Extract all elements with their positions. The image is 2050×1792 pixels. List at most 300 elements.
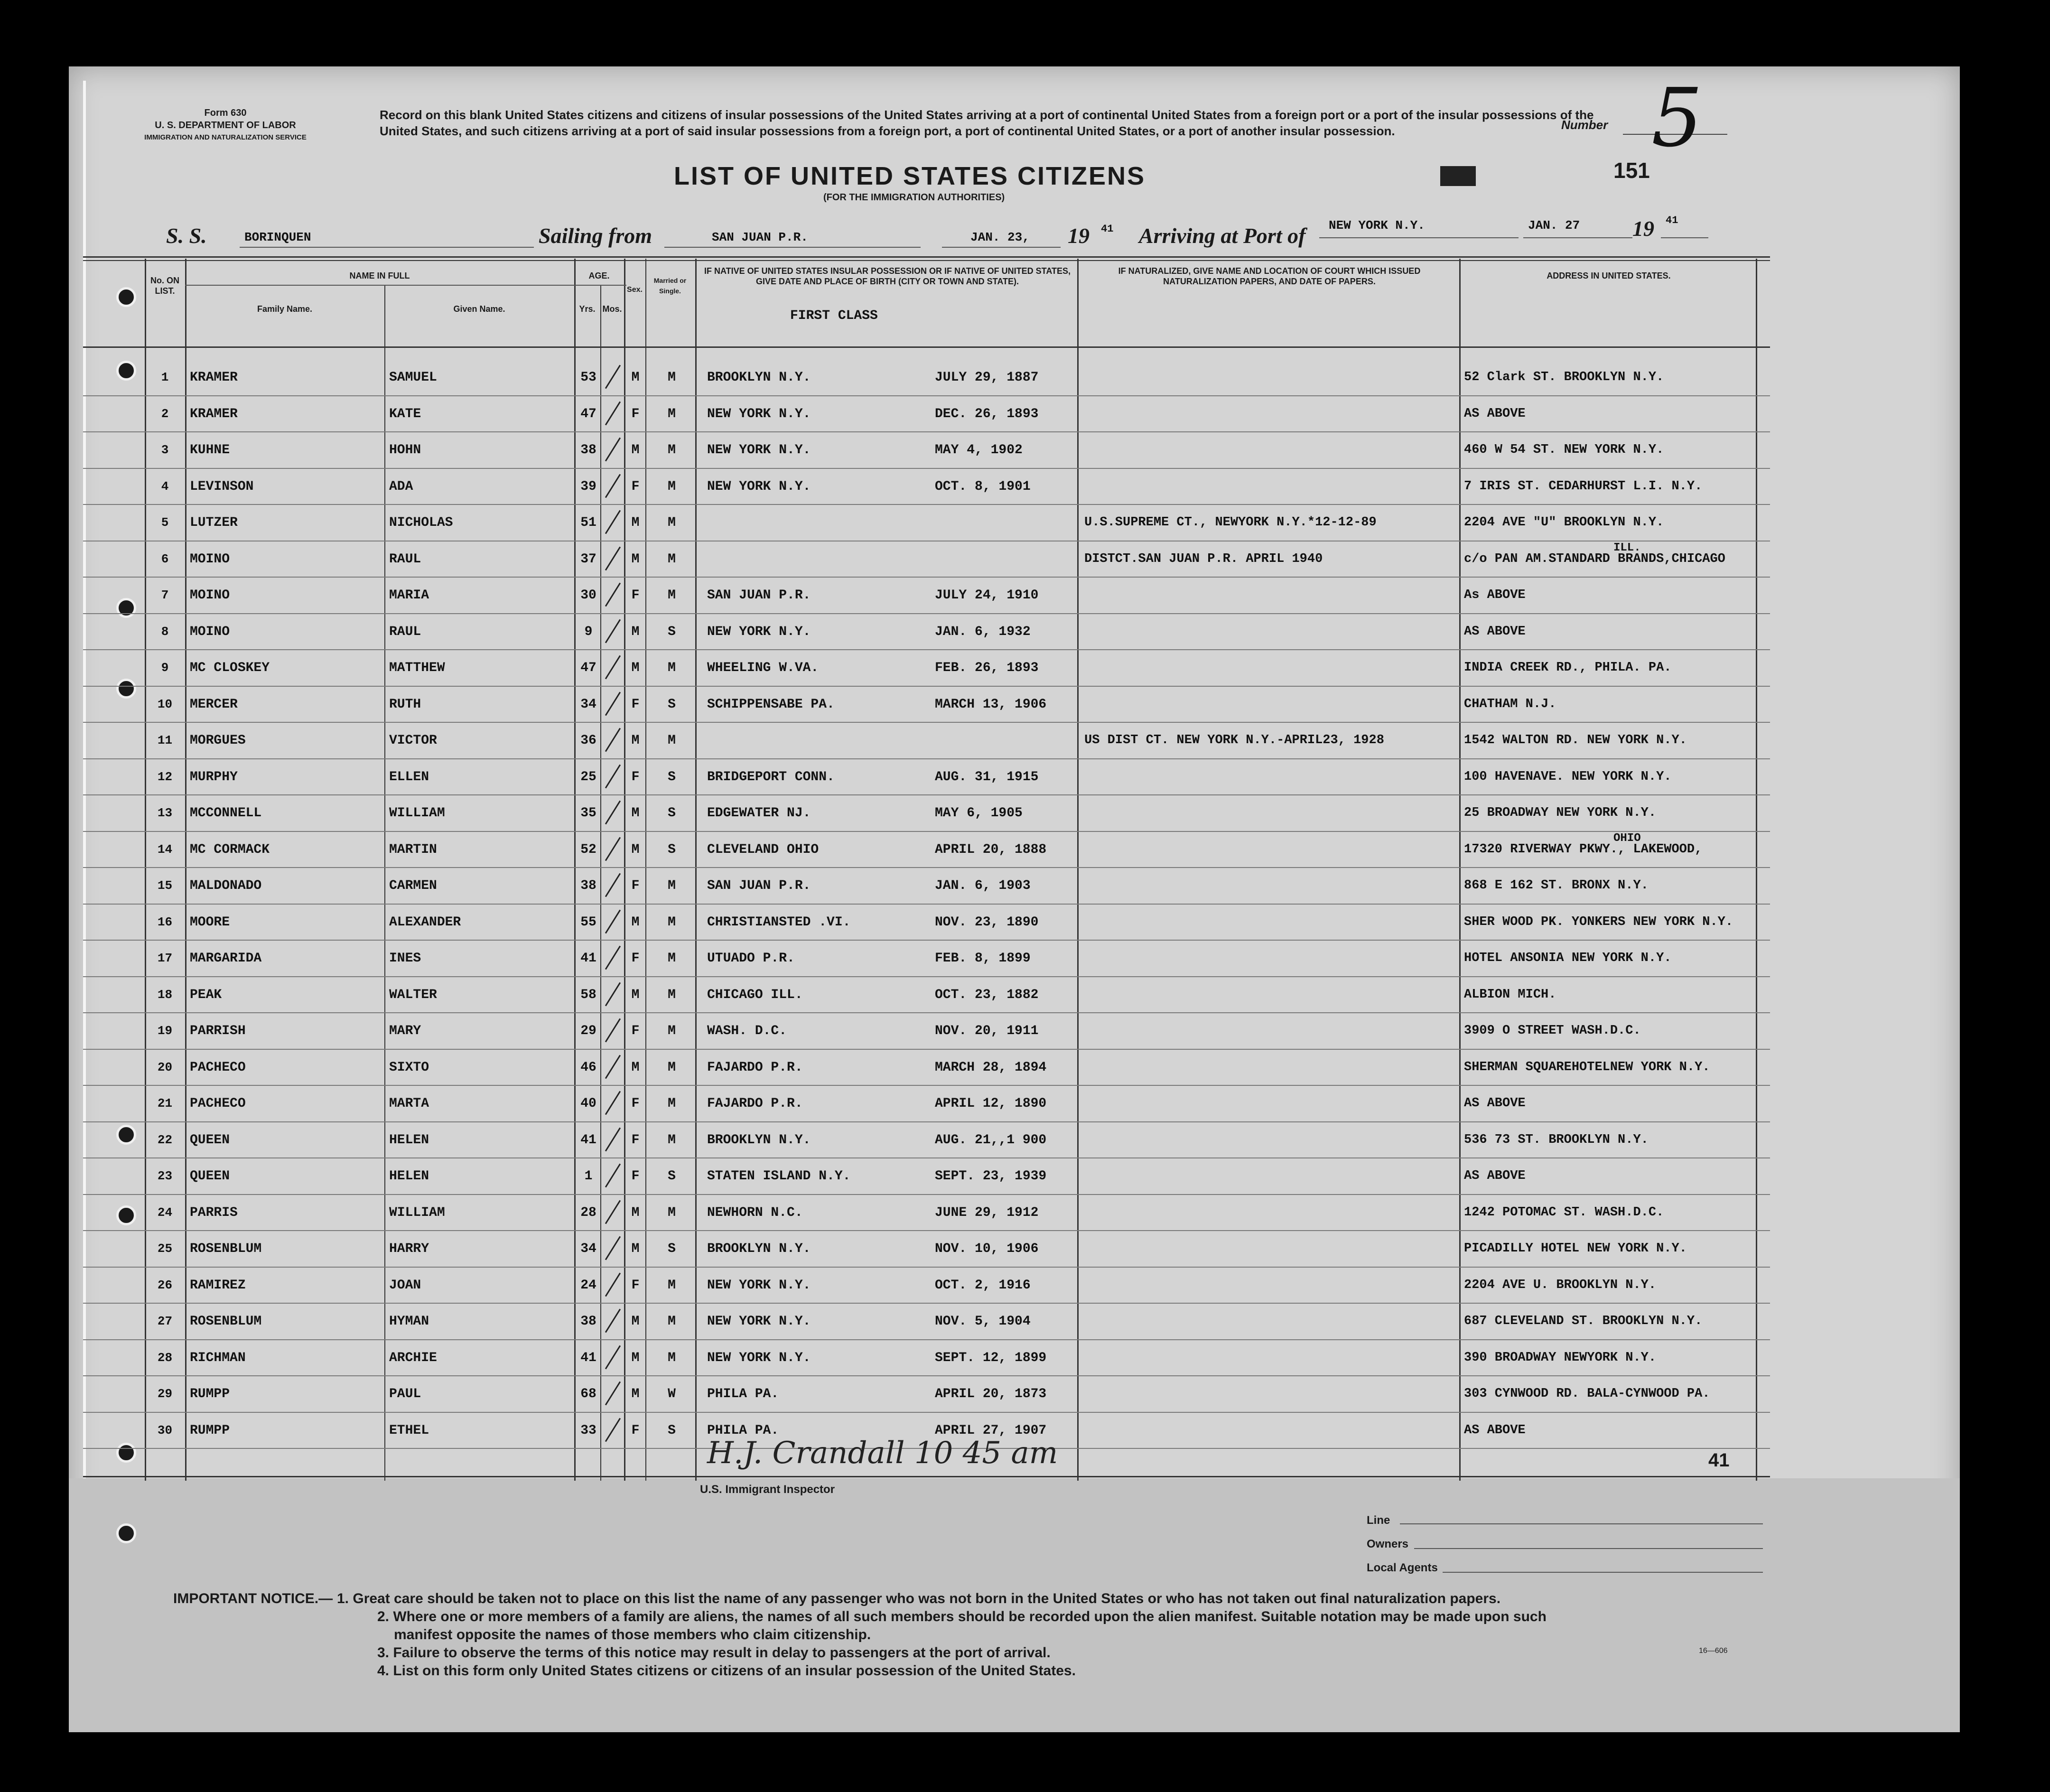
naturalization: U.S.SUPREME CT., NEWYORK N.Y.*12-12-89 (1084, 515, 1377, 530)
address: SHERMAN SQUAREHOTELNEW YORK N.Y. (1464, 1060, 1710, 1074)
col-divider (384, 285, 385, 1481)
sex: M (631, 1314, 640, 1329)
col-no-header: No. ON LIST. (150, 276, 179, 296)
address: 868 E 162 ST. BRONX N.Y. (1464, 878, 1649, 893)
sex: F (631, 769, 640, 784)
given-name: SAMUEL (389, 370, 437, 385)
birth-date: APRIL 20, 1888 (935, 842, 1047, 857)
page-number: 151 (1613, 158, 1650, 183)
family-name: MC CLOSKEY (190, 661, 270, 675)
marital-status: S (668, 842, 676, 857)
sex: M (631, 987, 640, 1002)
age-years: 28 (580, 1205, 596, 1220)
family-name: MOINO (190, 551, 230, 567)
ss-label: S. S. (166, 224, 207, 248)
address: 2204 AVE U. BROOKLYN N.Y. (1464, 1278, 1657, 1292)
sex: F (631, 878, 640, 893)
family-name: PARRIS (190, 1205, 238, 1220)
row-number: 6 (161, 551, 169, 566)
line-underline (1400, 1523, 1763, 1524)
col-divider (600, 285, 601, 1481)
col-divider (645, 259, 646, 1481)
marital-status: S (668, 1169, 676, 1184)
age-years: 36 (580, 733, 596, 748)
col-divider (1756, 259, 1757, 1481)
birth-place: CLEVELAND OHIO (707, 842, 819, 857)
inspector-label: U.S. Immigrant Inspector (700, 1483, 835, 1496)
marital-status: M (668, 915, 676, 930)
sailing-from-label: Sailing from (539, 224, 652, 248)
address-line-2: ILL. (1613, 541, 1641, 554)
family-name: PACHECO (190, 1096, 246, 1111)
age-years: 34 (580, 1241, 596, 1256)
age-years: 68 (580, 1387, 596, 1401)
punch-hole (116, 1443, 136, 1463)
form-number: Form 630 (204, 108, 247, 118)
address: AS ABOVE (1464, 1423, 1526, 1437)
punch-hole (116, 1205, 136, 1225)
row-number: 30 (157, 1423, 173, 1437)
sex: M (631, 661, 640, 675)
address: 25 BROADWAY NEW YORK N.Y. (1464, 806, 1657, 820)
birth-place: NEW YORK N.Y. (707, 1278, 811, 1293)
age-years: 37 (580, 551, 596, 567)
row-number: 14 (157, 842, 173, 857)
row-rule (83, 1012, 1770, 1013)
family-name: MOINO (190, 624, 230, 639)
row-number: 26 (157, 1278, 173, 1292)
punch-hole (116, 1523, 136, 1543)
year-prefix-2: 19 (1632, 216, 1654, 241)
age-years: 52 (580, 842, 596, 857)
address: 1542 WALTON RD. NEW YORK N.Y. (1464, 733, 1687, 747)
sailing-underline (664, 247, 921, 248)
age-years: 55 (580, 915, 596, 930)
birth-date: APRIL 12, 1890 (935, 1096, 1047, 1111)
line-label: Line (1367, 1514, 1390, 1527)
punch-hole (116, 679, 136, 699)
row-rule (83, 1157, 1770, 1158)
family-name: MALDONADO (190, 878, 262, 893)
birth-date: MARCH 13, 1906 (935, 697, 1047, 712)
marital-status: M (668, 878, 676, 893)
birth-place: PHILA PA. (707, 1423, 779, 1438)
sex: M (631, 515, 640, 530)
address: INDIA CREEK RD., PHILA. PA. (1464, 661, 1672, 675)
birth-date: DEC. 26, 1893 (935, 406, 1039, 421)
col-yrs-header: Yrs. (579, 304, 596, 314)
family-name: KRAMER (190, 406, 238, 421)
birth-place: CHRISTIANSTED .VI. (707, 915, 851, 930)
birth-date: AUG. 31, 1915 (935, 769, 1039, 784)
family-name: PEAK (190, 987, 222, 1002)
address-line-2: OHIO (1613, 831, 1641, 845)
given-name: RAUL (389, 624, 421, 639)
row-number: 1 (161, 370, 169, 384)
birth-date: NOV. 10, 1906 (935, 1241, 1039, 1256)
birth-place: NEW YORK N.Y. (707, 443, 811, 457)
table-bottom-border (83, 1476, 1770, 1477)
birth-date: NOV. 23, 1890 (935, 915, 1039, 930)
row-rule (83, 395, 1770, 396)
date-underline (942, 247, 1061, 248)
row-number: 18 (157, 987, 173, 1002)
col-family-header: Family Name. (257, 304, 313, 314)
family-name: RUMPP (190, 1423, 230, 1438)
marital-status: S (668, 1423, 676, 1438)
sailing-port: SAN JUAN P.R. (712, 230, 808, 244)
address: CHATHAM N.J. (1464, 697, 1556, 711)
col-naturalized-header: IF NATURALIZED, GIVE NAME AND LOCATION OF COURT WHICH ISSUED NATURALIZATION PAPERS, AND DATE OF PAPERS. (1118, 266, 1421, 286)
row-number: 27 (157, 1314, 173, 1328)
sex: M (631, 1387, 640, 1401)
address: AS ABOVE (1464, 1169, 1526, 1183)
birth-place: SAN JUAN P.R. (707, 588, 811, 603)
birth-place: NEW YORK N.Y. (707, 1350, 811, 1365)
family-name: MURPHY (190, 769, 238, 784)
address: 2204 AVE "U" BROOKLYN N.Y. (1464, 515, 1664, 530)
address: 303 CYNWOOD RD. BALA-CYNWOOD PA. (1464, 1387, 1710, 1401)
given-name: WILLIAM (389, 1205, 445, 1220)
marital-status: M (668, 1205, 676, 1220)
service: IMMIGRATION AND NATURALIZATION SERVICE (144, 133, 307, 141)
punch-hole (116, 361, 136, 381)
notice-3: 3. Failure to observe the terms of this notice may result in delay to passengers at the port of arrival. (377, 1645, 1051, 1661)
sex: F (631, 588, 640, 603)
row-rule (83, 1085, 1770, 1086)
depart-year: 41 (1101, 223, 1114, 235)
age-years: 51 (580, 515, 596, 530)
row-number: 5 (161, 515, 169, 530)
sex: F (631, 951, 640, 966)
given-name: MARY (389, 1024, 421, 1038)
ship-name: BORINQUEN (244, 230, 311, 244)
birth-date: OCT. 2, 1916 (935, 1278, 1031, 1293)
row-rule (83, 1303, 1770, 1304)
address: PICADILLY HOTEL NEW YORK N.Y. (1464, 1241, 1687, 1256)
arrival-underline (1319, 237, 1519, 238)
marital-status: M (668, 515, 676, 530)
table-top-border (83, 256, 1770, 258)
col-given-header: Given Name. (453, 304, 505, 314)
marital-status: M (668, 370, 676, 385)
family-name: QUEEN (190, 1132, 230, 1148)
marital-status: M (668, 1132, 676, 1148)
marital-status: M (668, 661, 676, 675)
sex: F (631, 1132, 640, 1148)
agents-label: Local Agents (1367, 1561, 1438, 1574)
given-name: ELLEN (389, 769, 429, 784)
age-years: 47 (580, 406, 596, 421)
notice-2b: manifest opposite the names of those members who claim citizenship. (394, 1627, 871, 1643)
birth-date: APRIL 20, 1873 (935, 1387, 1047, 1401)
address: 536 73 ST. BROOKLYN N.Y. (1464, 1132, 1649, 1147)
sex: M (631, 551, 640, 567)
row-number: 29 (157, 1387, 173, 1401)
age-years: 58 (580, 987, 596, 1002)
owners-label: Owners (1367, 1538, 1409, 1550)
agents-underline (1443, 1572, 1763, 1573)
sex: M (631, 1241, 640, 1256)
department: U. S. DEPARTMENT OF LABOR (155, 120, 296, 131)
row-rule (83, 1375, 1770, 1376)
birth-place: NEW YORK N.Y. (707, 406, 811, 421)
row-number: 19 (157, 1024, 173, 1038)
row-rule (83, 831, 1770, 832)
given-name: WALTER (389, 987, 437, 1002)
birth-place: BROOKLYN N.Y. (707, 1132, 811, 1148)
address: 390 BROADWAY NEWYORK N.Y. (1464, 1350, 1657, 1365)
marital-status: M (668, 588, 676, 603)
owners-underline (1414, 1548, 1763, 1549)
age-years: 41 (580, 1132, 596, 1148)
given-name: MATTHEW (389, 661, 445, 675)
arrival-date: JAN. 27 (1528, 218, 1580, 233)
year-prefix-1: 19 (1068, 224, 1090, 248)
row-number: 3 (161, 443, 169, 457)
birth-date: OCT. 8, 1901 (935, 479, 1031, 494)
given-name: ALEXANDER (389, 915, 461, 930)
birth-date: OCT. 23, 1882 (935, 987, 1039, 1002)
marital-status: S (668, 806, 676, 821)
col-divider (145, 259, 146, 1481)
age-years: 1 (584, 1169, 593, 1184)
given-name: KATE (389, 406, 421, 421)
form-id (140, 107, 311, 144)
row-rule (83, 468, 1770, 469)
notice-4: 4. List on this form only United States citizens or citizens of an insular possession of the United States. (377, 1663, 1076, 1679)
age-years: 38 (580, 878, 596, 893)
marital-status: M (668, 551, 676, 567)
col-divider (185, 259, 186, 1481)
age-years: 25 (580, 769, 596, 784)
birth-place: STATEN ISLAND N.Y. (707, 1169, 851, 1184)
age-years: 35 (580, 806, 596, 821)
sex: F (631, 1423, 640, 1438)
birth-date: SEPT. 23, 1939 (935, 1169, 1047, 1184)
marital-status: S (668, 697, 676, 712)
row-rule (83, 504, 1770, 505)
birth-date: JAN. 6, 1903 (935, 878, 1031, 893)
given-name: RUTH (389, 697, 421, 712)
sex: F (631, 1096, 640, 1111)
address: AS ABOVE (1464, 406, 1526, 421)
row-rule (83, 722, 1770, 723)
address: As ABOVE (1464, 588, 1526, 602)
age-years: 29 (580, 1024, 596, 1038)
notice-2a: 2. Where one or more members of a family are aliens, the names of all such members should be recorded upon the alien manifest. Suitable notation may be made upon such (377, 1609, 1547, 1624)
given-name: CARMEN (389, 878, 437, 893)
birth-place: NEW YORK N.Y. (707, 624, 811, 639)
birth-date: AUG. 21,,1 900 (935, 1132, 1047, 1148)
col-divider (695, 259, 697, 1481)
row-rule (83, 686, 1770, 687)
given-name: RAUL (389, 551, 421, 567)
given-name: NICHOLAS (389, 515, 453, 530)
family-name: MC CORMACK (190, 842, 270, 857)
handwritten-number: 5 (1651, 71, 1703, 165)
age-years: 9 (584, 624, 593, 639)
marital-status: M (668, 1060, 676, 1075)
marital-status: W (668, 1387, 676, 1401)
row-number: 17 (157, 951, 173, 965)
address: 7 IRIS ST. CEDARHURST L.I. N.Y. (1464, 479, 1703, 494)
row-number: 13 (157, 806, 173, 820)
row-number: 4 (161, 479, 169, 494)
row-rule (83, 431, 1770, 432)
punch-hole (116, 1125, 136, 1145)
col-married-header: Married or Single. (653, 277, 687, 295)
birth-place: NEW YORK N.Y. (707, 1314, 811, 1329)
family-name: MCCONNELL (190, 806, 262, 821)
birth-place: NEW YORK N.Y. (707, 479, 811, 494)
given-name: SIXTO (389, 1060, 429, 1075)
age-years: 53 (580, 370, 596, 385)
birth-place: CHICAGO ILL. (707, 987, 803, 1002)
marital-status: M (668, 1314, 676, 1329)
age-years: 34 (580, 697, 596, 712)
address: AS ABOVE (1464, 624, 1526, 639)
family-name: ROSENBLUM (190, 1241, 262, 1256)
row-number: 20 (157, 1060, 173, 1074)
birth-date: NOV. 20, 1911 (935, 1024, 1039, 1038)
given-name: ARCHIE (389, 1350, 437, 1365)
inspector-signature: H.J. Crandall 10 45 am (707, 1436, 1058, 1471)
row-rule (83, 758, 1770, 759)
row-number: 12 (157, 769, 173, 784)
birth-date: MAY 4, 1902 (935, 443, 1023, 457)
row-number: 15 (157, 878, 173, 893)
given-name: WILLIAM (389, 806, 445, 821)
marital-status: S (668, 624, 676, 639)
family-name: PACHECO (190, 1060, 246, 1075)
family-name: QUEEN (190, 1169, 230, 1184)
depart-date: JAN. 23, (970, 230, 1030, 244)
col-age-header: AGE. (588, 271, 610, 280)
birth-place: EDGEWATER NJ. (707, 806, 811, 821)
marital-status: M (668, 1350, 676, 1365)
arrival-port: NEW YORK N.Y. (1329, 218, 1425, 233)
address: 687 CLEVELAND ST. BROOKLYN N.Y. (1464, 1314, 1703, 1328)
given-name: HARRY (389, 1241, 429, 1256)
sex: M (631, 915, 640, 930)
row-number: 10 (157, 697, 173, 711)
address: AS ABOVE (1464, 1096, 1526, 1111)
family-name: LEVINSON (190, 479, 254, 494)
address: c/o PAN AM.STANDARD BRANDS,CHICAGO (1464, 551, 1725, 566)
given-name: PAUL (389, 1387, 421, 1401)
marital-status: S (668, 769, 676, 784)
address: 17320 RIVERWAY PKWY., LAKEWOOD, (1464, 842, 1703, 857)
family-name: MARGARIDA (190, 951, 262, 966)
marital-status: S (668, 1241, 676, 1256)
ship-underline (240, 247, 534, 248)
birth-place: UTUADO P.R. (707, 951, 795, 966)
arrival-date-underline (1523, 237, 1632, 238)
row-number: 11 (157, 733, 173, 747)
row-number: 2 (161, 406, 169, 421)
notice-heading: IMPORTANT NOTICE.— (173, 1591, 333, 1606)
col-divider (574, 259, 576, 1481)
given-name: JOAN (389, 1278, 421, 1293)
birth-place: WASH. D.C. (707, 1024, 787, 1038)
row-rule (83, 1339, 1770, 1340)
arriving-label: Arriving at Port of (1139, 224, 1306, 248)
sex: F (631, 697, 640, 712)
family-name: RICHMAN (190, 1350, 246, 1365)
address: 3909 O STREET WASH.D.C. (1464, 1024, 1641, 1038)
family-name: MERCER (190, 697, 238, 712)
total-count: 41 (1708, 1450, 1730, 1471)
row-rule (83, 613, 1770, 614)
given-name: HYMAN (389, 1314, 429, 1329)
header-bottom-border (83, 346, 1770, 348)
family-name: RAMIREZ (190, 1278, 246, 1293)
age-years: 41 (580, 1350, 596, 1365)
marital-status: M (668, 951, 676, 966)
address: HOTEL ANSONIA NEW YORK N.Y. (1464, 951, 1672, 965)
marital-status: M (668, 479, 676, 494)
col-address-header: ADDRESS IN UNITED STATES. (1547, 271, 1671, 280)
given-name: MARTA (389, 1096, 429, 1111)
address: 52 Clark ST. BROOKLYN N.Y. (1464, 370, 1664, 384)
sex: M (631, 842, 640, 857)
row-number: 8 (161, 624, 169, 639)
family-name: PARRISH (190, 1024, 246, 1038)
row-rule (83, 867, 1770, 868)
row-number: 24 (157, 1205, 173, 1220)
marital-status: M (668, 406, 676, 421)
birth-place: WHEELING W.VA. (707, 661, 819, 675)
row-number: 22 (157, 1132, 173, 1147)
birth-place: BROOKLYN N.Y. (707, 1241, 811, 1256)
birth-place: NEWHORN N.C. (707, 1205, 803, 1220)
notice-1: 1. Great care should be taken not to place on this list the name of any passenger who was not born in the United States or who has not taken out final naturalization papers. (337, 1591, 1501, 1606)
list-title: LIST OF UNITED STATES CITIZENS (674, 162, 1146, 190)
punch-hole (116, 598, 136, 618)
marital-status: M (668, 1278, 676, 1293)
birth-date: NOV. 5, 1904 (935, 1314, 1031, 1329)
age-years: 41 (580, 951, 596, 966)
address: 460 W 54 ST. NEW YORK N.Y. (1464, 443, 1664, 457)
birth-date: MARCH 28, 1894 (935, 1060, 1047, 1075)
number-label: Number (1561, 118, 1608, 132)
sex: M (631, 624, 640, 639)
arrival-year-underline (1661, 237, 1708, 238)
given-name: HELEN (389, 1169, 429, 1184)
age-years: 33 (580, 1423, 596, 1438)
sex: M (631, 1205, 640, 1220)
age-years: 30 (580, 588, 596, 603)
birth-date: JULY 29, 1887 (935, 370, 1039, 385)
col-divider (1459, 259, 1461, 1481)
col-divider (624, 259, 625, 1481)
col-birth-header: IF NATIVE OF UNITED STATES INSULAR POSSESSION OR IF NATIVE OF UNITED STATES, GIVE DATE AND PLACE OF BIRTH (CITY OR TOWN AND STATE). (704, 266, 1071, 286)
family-name: MOORE (190, 915, 230, 930)
punch-hole (116, 287, 136, 307)
row-rule (83, 1267, 1770, 1268)
given-name: HELEN (389, 1132, 429, 1148)
birth-date: FEB. 8, 1899 (935, 951, 1031, 966)
given-name: INES (389, 951, 421, 966)
sex: F (631, 1169, 640, 1184)
row-number: 21 (157, 1096, 173, 1111)
marital-status: M (668, 1024, 676, 1038)
birth-date: SEPT. 12, 1899 (935, 1350, 1047, 1365)
birth-date: APRIL 27, 1907 (935, 1423, 1047, 1438)
col-name-header: NAME IN FULL (349, 271, 410, 280)
row-number: 28 (157, 1350, 173, 1365)
